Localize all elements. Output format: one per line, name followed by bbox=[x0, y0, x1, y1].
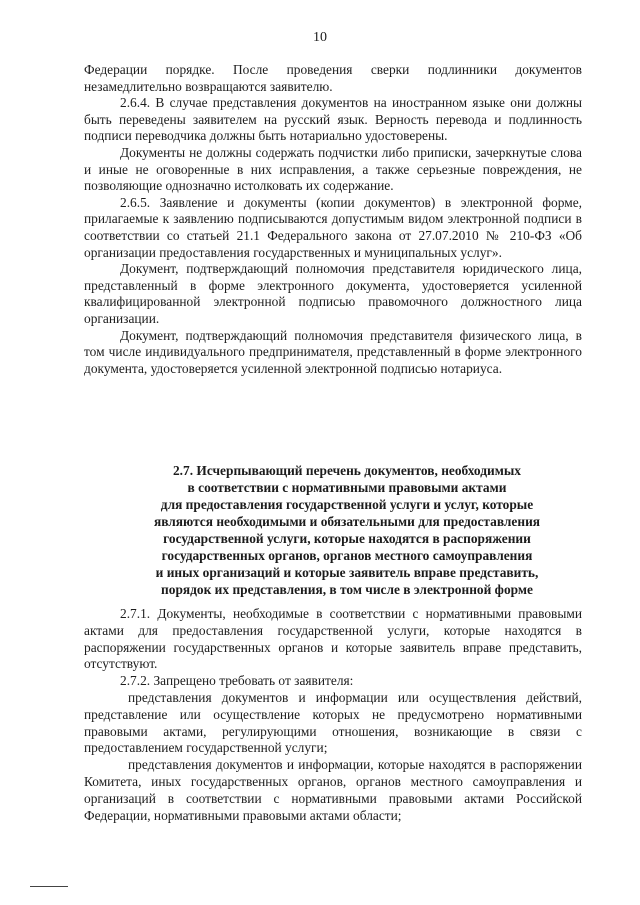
heading-line: для предоставления государственной услуги и услуг, которые bbox=[160, 497, 534, 512]
heading-line: являются необходимыми и обязательными для предоставления bbox=[153, 514, 541, 529]
paragraph-2-7-2: 2.7.2. Запрещено требовать от заявителя: bbox=[120, 673, 354, 689]
paragraph: представления документов и информации или осуществления действий, представление или осуществление которых не предусмотрено нормативными правовыми актами, регулирующими отношения, возникающие в связи с предоставлением государственной услуги; bbox=[84, 689, 582, 756]
paragraph: Документ, подтверждающий полномочия представителя физического лица, в том числе индивидуального предпринимателя, представленный в форме электронного документа, удостоверяется усиленной электронной подписью нотариуса. bbox=[84, 327, 582, 376]
paragraph: Документ, подтверждающий полномочия представителя юридического лица, представленный в форме электронного документа, удостоверяется усиленной квалифицированной электронной подписью правомочного должностного лица организации. bbox=[84, 261, 582, 326]
paragraph: представления документов и информации, которые находятся в распоряжении Комитета, иных государственных органов, органов местного самоуправления и организаций в соответствии с нормативными правовыми актами Российской Федерации, нормативными правовыми актами области; bbox=[84, 757, 582, 823]
heading-line: государственных органов, органов местного самоуправления bbox=[161, 548, 533, 563]
paragraph: Документы не должны содержать подчистки либо приписки, зачеркнутые слова и иные не оговоренные в них исправления, а также серьезные повреждения, не позволяющие однозначно истолковать их содержание. bbox=[84, 144, 582, 194]
body-text-block-2 bbox=[84, 606, 582, 824]
heading-line: и иных организаций и которые заявитель вправе представить, bbox=[155, 565, 539, 580]
heading-line: 2.7. Исчерпывающий перечень документов, необходимых bbox=[172, 463, 521, 478]
heading-line: государственной услуги, которые находятся в распоряжении bbox=[163, 531, 531, 546]
heading-line: в соответствии с нормативными правовыми актами bbox=[187, 480, 507, 495]
heading-line: порядок их представления, в том числе в электронной форме bbox=[161, 582, 533, 597]
section-heading-2-7 bbox=[122, 462, 572, 598]
body-text-block-1 bbox=[84, 62, 582, 377]
paragraph: Федерации порядке. После проведения сверки подлинники документов незамедлительно возвращаются заявителю. bbox=[84, 62, 582, 94]
paragraph-2-6-5: 2.6.5. Заявление и документы (копии документов) в электронной форме, прилагаемые к заявлению подписываются допустимым видом электронной подписи в соответствии со статьей 21.1 Федерального закона от 27.07.2010 № 210-ФЗ «Об организации предоставления государственных и муниципальных услуг». bbox=[84, 194, 582, 260]
footer-divider bbox=[30, 886, 68, 887]
page-number: 10 bbox=[313, 30, 327, 45]
paragraph-2-6-4: 2.6.4. В случае представления документов на иностранном языке они должны быть переведены заявителем на русский язык. Верность перевода и подлинность подписи переводчика должны быть нотариально удостоверены. bbox=[84, 95, 582, 144]
paragraph-2-7-1: 2.7.1. Документы, необходимые в соответствии с нормативными правовыми актами для предоставления государственной услуги, которые находятся в распоряжении государственных органов и которые заявитель вправе представить, отсутствуют. bbox=[84, 606, 582, 672]
